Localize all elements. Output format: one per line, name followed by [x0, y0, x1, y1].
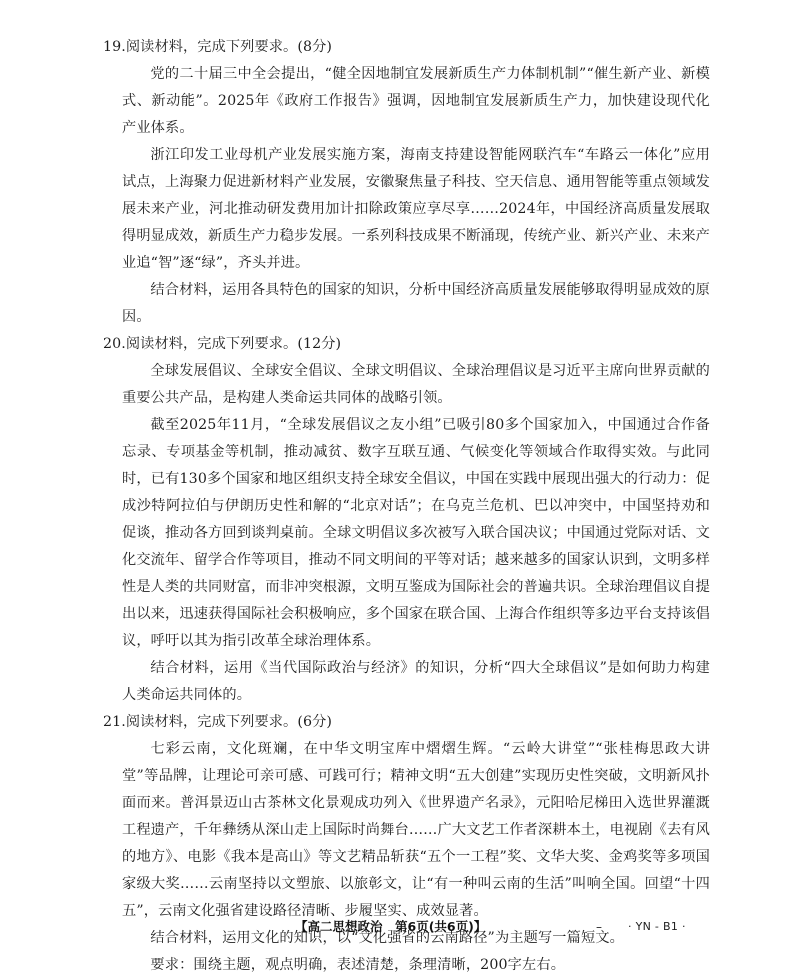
question-paragraph: 全球发展倡议、全球安全倡议、全球文明倡议、全球治理倡议是习近平主席向世界贡献的重要公共产品，是构建人类命运共同体的战略引领。 [122, 363, 710, 406]
question-title: 20.阅读材料，完成下列要求。(12分) [103, 336, 342, 352]
question-paragraph: 要求：围绕主题，观点明确，表述清楚，条理清晰，200字左右。 [150, 957, 566, 973]
question-paragraph: 七彩云南，文化斑斓，在中华文明宝库中熠熠生辉。“云岭大讲堂”“张桂梅思政大讲堂”等品牌，让理论可亲可感、可践可行；精神文明“五大创建”实现历史性突破，文明新风扑面而来。普洱景迈山古茶林文化景观成功列入《世界遗产名录》，元阳哈尼梯田入选世界灌溉工程遗产，千年彝绣从深山走上国际时尚舞台……广大文艺工作者深耕本土，电视剧《去有风的地方》、电影《我本是高山》等文艺精品斩获“五个一工程”奖、文华大奖、金鸡奖等多项国家级大奖……云南坚持以文塑旅、以旅彰文，让“有一种叫云南的生活”叫响全国。回望“十四五”，云南文化强省建设路径清晰、步履坚实、成效显著。 [122, 741, 710, 919]
question-2 [103, 331, 710, 709]
question-paragraph: 截至2025年11月，“全球发展倡议之友小组”已吸引80多个国家加入，中国通过合作备忘录、专项基金等机制，推动减贫、数字互联互通、气候变化等领域合作取得实效。与此同时，已有130多个国家和地区组织支持全球安全倡议，中国在实践中展现出强大的行动力：促成沙特阿拉伯与伊朗历史性和解的“北京对话”；在乌克兰危机、巴以冲突中，中国坚持劝和促谈，推动各方回到谈判桌前。全球文明倡议多次被写入联合国决议；中国通过党际对话、文化交流年、留学合作等项目，推动不同文明间的平等对话；越来越多的国家认识到，文明多样性是人类的共同财富，而非冲突根源，文明互鉴成为国际社会的普遍共识。全球治理倡议自提出以来，迅速获得国际社会积极响应，多个国家在联合国、上海合作组织等多边平台支持该倡议，呼吁以其为指引改革全球治理体系。 [122, 417, 710, 649]
question-paragraph: 党的二十届三中全会提出，“健全因地制宜发展新质生产力体制机制”“催生新产业、新模式、新动能”。2025年《政府工作报告》强调，因地制宜发展新质生产力，加快建设现代化产业体系。 [122, 66, 710, 136]
question-1 [103, 34, 710, 331]
question-paragraph: 结合材料，运用各具特色的国家的知识，分析中国经济高质量发展能够取得明显成效的原因。 [122, 282, 710, 325]
question-paragraph: 结合材料，运用文化的知识，以“文化强省的云南路径”为主题写一篇短文。 [150, 930, 624, 946]
question-title: 21.阅读材料，完成下列要求。(6分) [103, 714, 332, 730]
page-footer [0, 915, 800, 939]
question-paragraph: 浙江印发工业母机产业发展实施方案，海南支持建设智能网联汽车“车路云一体化”应用试点，上海聚力促进新材料产业发展，安徽聚焦量子科技、空天信息、通用智能等重点领域发展未来产业，河北推动研发费用加计扣除政策应享尽享……2024年，中国经济高质量发展取得明显成效，新质生产力稳步发展。一系列科技成果不断涌现，传统产业、新兴产业、未来产业追“智”逐“绿”，齐头并进。 [122, 147, 710, 271]
question-title: 19.阅读材料，完成下列要求。(8分) [103, 39, 332, 55]
footer-page-info: 【高二思想政治 第6页(共6页)】 [295, 919, 487, 934]
footer-exam-code: · YN - B1 · [628, 920, 686, 933]
question-paragraph: 结合材料，运用《当代国际政治与经济》的知识，分析“四大全球倡议”是如何助力构建人类命运共同体的。 [122, 660, 710, 703]
footer-dash: – [596, 920, 602, 934]
question-list [103, 34, 710, 979]
